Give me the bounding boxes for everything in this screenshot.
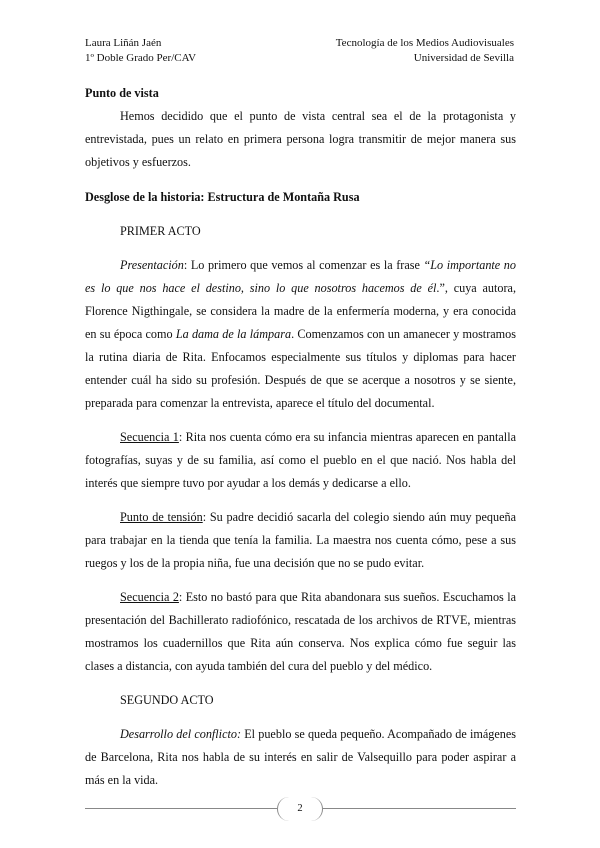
course-name: Tecnología de los Medios Audiovisuales — [335, 37, 514, 49]
paragraph-presentacion — [85, 254, 516, 415]
paragraph-secuencia-1 — [85, 426, 516, 495]
paragraph-secuencia-2 — [85, 586, 516, 678]
act-title-primer: PRIMER ACTO — [120, 224, 201, 238]
title-dama-lampara: La dama de la lámpara — [175, 327, 292, 341]
section-heading-desglose: Desglose de la historia: Estructura de Montaña Rusa — [85, 190, 360, 204]
footer-rule-left — [85, 808, 277, 809]
text-segment: El pueblo se queda pequeño. Acompañado de imágenes de Barcelona, Rita nos habla de su interés en salir de Valsequillo para poder aspirar a más en la vida. — [85, 727, 517, 787]
paragraph-punto-vista: Hemos decidido que el punto de vista central sea el de la protagonista y entrevistada, pues un relato en primera persona logra transmitir de mejor manera sus objetivos y esfuerzos. — [85, 109, 516, 169]
text-segment: : Su padre decidió sacarla del colegio siendo aún muy pequeña para trabajar en la tienda que tenía la familia. La maestra nos cuenta cómo, pese a sus ruegos y los de la propia niña, fue una decisión que no se pudo evitar. — [85, 510, 516, 570]
label-desarrollo: Desarrollo del conflicto: — [120, 727, 242, 741]
text-segment: . Comenzamos con un amanecer y mostramos la rutina diaria de Rita. Enfocamos especialmente sus títulos y diplomas para hacer entender cuál ha sido su profesión. Después de que se acerque a nosotros y se siente, preparada para comenzar la entrevista, aparece el título del documental. — [85, 327, 516, 410]
text-segment: : Rita nos cuenta cómo era su infancia mientras aparecen en pantalla fotografías, suyas y de su familia, así como el pueblo en el que nació. Nos habla del interés que siempre tuvo por ayudar a los demás y dedicarse a ello. — [85, 430, 516, 490]
text-segment: : Esto no bastó para que Rita abandonara sus sueños. Escuchamos la presentación del Bachillerato radiofónico, rescatada de los archivos de RTVE, mientras mostramos los cuadernillos que Rita aún conserva. Nos explica cómo fue seguir las clases a distancia, con ayuda también del cura del pueblo y del médico. — [85, 590, 517, 673]
paragraph-desarrollo — [85, 723, 516, 792]
page-number: 2 — [277, 797, 323, 821]
label-presentacion: Presentación — [120, 258, 184, 272]
header-right — [336, 36, 514, 65]
footer-rule-right — [323, 808, 516, 809]
label-secuencia-1: Secuencia 1 — [120, 430, 179, 444]
label-punto-tension: Punto de tensión — [120, 510, 203, 524]
act-title-segundo: SEGUNDO ACTO — [120, 693, 214, 707]
label-secuencia-2: Secuencia 2 — [120, 590, 179, 604]
header-left — [85, 36, 196, 65]
section-heading-punto-vista: Punto de vista — [85, 86, 159, 100]
degree-label: 1º Doble Grado Per/CAV — [85, 51, 197, 64]
author-name: Laura Liñán Jaén — [85, 37, 162, 49]
text-segment: : Lo primero que vemos al comenzar es la frase — [183, 258, 424, 272]
paragraph-punto-tension — [85, 506, 516, 575]
university-name: Universidad de Sevilla — [413, 51, 514, 64]
quote-florence: “Lo importante no es lo que nos hace el destino, sino lo que nosotros hacemos de él — [85, 258, 516, 295]
document-body — [85, 82, 516, 792]
text-segment: .”, cuya autora, Florence Nigthingale, se considera la madre de la enfermería moderna, y era conocida en su época como — [85, 281, 516, 341]
